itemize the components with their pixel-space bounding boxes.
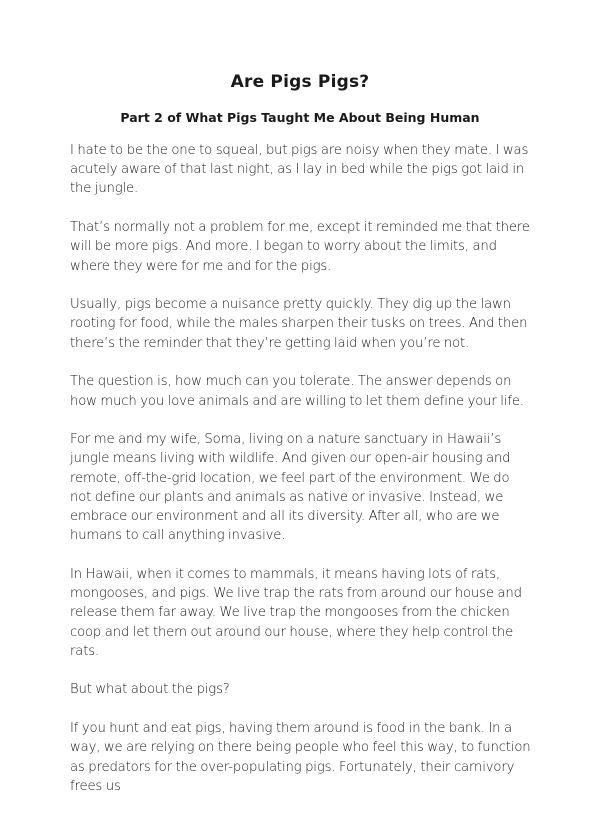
document-subtitle: Part 2 of What Pigs Taught Me About Being Human — [120, 110, 480, 125]
paragraph: The question is, how much can you tolerate. The answer depends on how much you love animals and are willing to let them define your life. — [70, 374, 524, 409]
paragraph: If you hunt and eat pigs, having them around is food in the bank. In a way, we are relying on there being people who feel this way, to function as predators for the over-populating pigs. Fortunately, their carnivory frees us — [70, 721, 531, 794]
paragraph: But what about the pigs? — [70, 682, 230, 698]
paragraph: In Hawaii, when it comes to mammals, it means having lots of rats, mongooses, and pigs. We live trap the rats from around our house and release them far away. We live trap the mongooses from the chicken coop and let them out around our house, where they help control the rats. — [70, 566, 522, 659]
document-title: Are Pigs Pigs? — [230, 72, 370, 92]
paragraph: For me and my wife, Soma, living on a nature sanctuary in Hawaii’s jungle means living with wildlife. And given our open-air housing and remote, off-the-grid location, we feel part of the environment. We do not define our plants and animals as native or invasive. Instead, we embrace our environment and all its diversity. After all, who are we humans to call anything invasive. — [70, 432, 511, 544]
paragraph: Usually, pigs become a nuisance pretty quickly. They dig up the lawn rooting for food, while the males sharpen their tusks on trees. And then there’s the reminder that they’re getting laid when you’re not. — [70, 297, 528, 351]
paragraph: I hate to be the one to squeal, but pigs are noisy when they mate. I was acutely aware of that last night, as I lay in bed while the pigs got laid in the jungle. — [70, 143, 529, 197]
paragraph: That’s normally not a problem for me, except it reminded me that there will be more pigs. And more. I began to worry about the limits, and where they were for me and for the pigs. — [70, 220, 530, 274]
document-body — [70, 141, 532, 815]
